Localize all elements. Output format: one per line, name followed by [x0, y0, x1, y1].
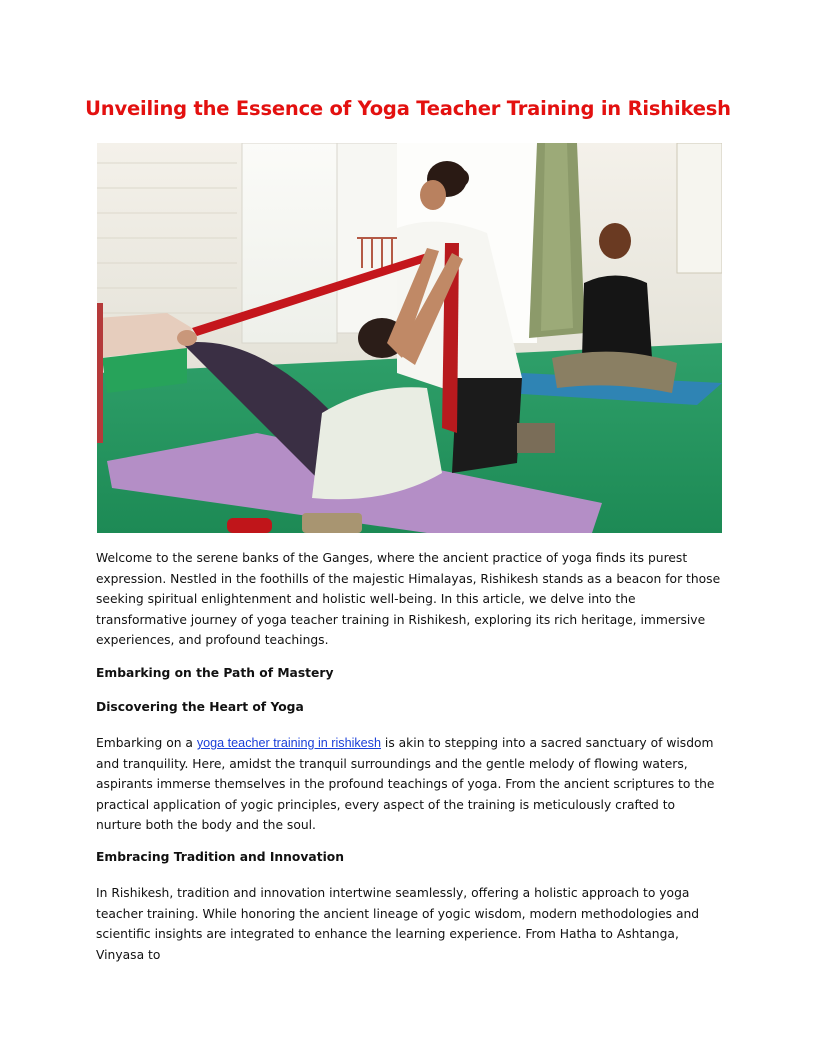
yoga-class-photo-icon: [97, 143, 722, 533]
intro-paragraph: Welcome to the serene banks of the Ganges, where the ancient practice of yoga finds its purest expression. Nestled in the foothills of the majestic Himalayas, Rishikesh stands as a beacon for those seeking spiritual enlightenment and holistic well-being. In this article, we delve into the transformative journey of yoga teacher training in Rishikesh, exploring its rich heritage, immersive experiences, and profound teachings.: [96, 551, 721, 648]
paragraph-text-rest: is akin to stepping into a sacred sanctuary of wisdom and tranquility. Here, amidst the tranquil surroundings and the gentle melody of flowing waters, aspirants immerse themselves in the profound teachings of yoga. From the ancient scriptures to the practical application of yogic principles, every aspect of the training is meticulously crafted to nurture both the body and the soul.: [96, 736, 715, 833]
heading-tradition-innovation: Embracing Tradition and Innovation: [96, 850, 344, 864]
paragraph-text-lead: Embarking on a: [96, 736, 197, 750]
paragraph-heart-of-yoga: [96, 733, 721, 836]
paragraph-tradition-innovation: In Rishikesh, tradition and innovation intertwine seamlessly, offering a holistic approach to yoga teacher training. While honoring the ancient lineage of yogic wisdom, modern methodologies and scientific insights are integrated to enhance the learning experience. From Hatha to Ashtanga, Vinyasa to: [96, 886, 700, 962]
yoga-class-photo: [97, 143, 722, 533]
yoga-teacher-training-link[interactable]: yoga teacher training in rishikesh: [196, 736, 381, 750]
heading-path-of-mastery: Embarking on the Path of Mastery: [96, 666, 334, 680]
page-title: Unveiling the Essence of Yoga Teacher Training in Rishikesh: [85, 97, 731, 120]
heading-heart-of-yoga: Discovering the Heart of Yoga: [96, 700, 304, 714]
